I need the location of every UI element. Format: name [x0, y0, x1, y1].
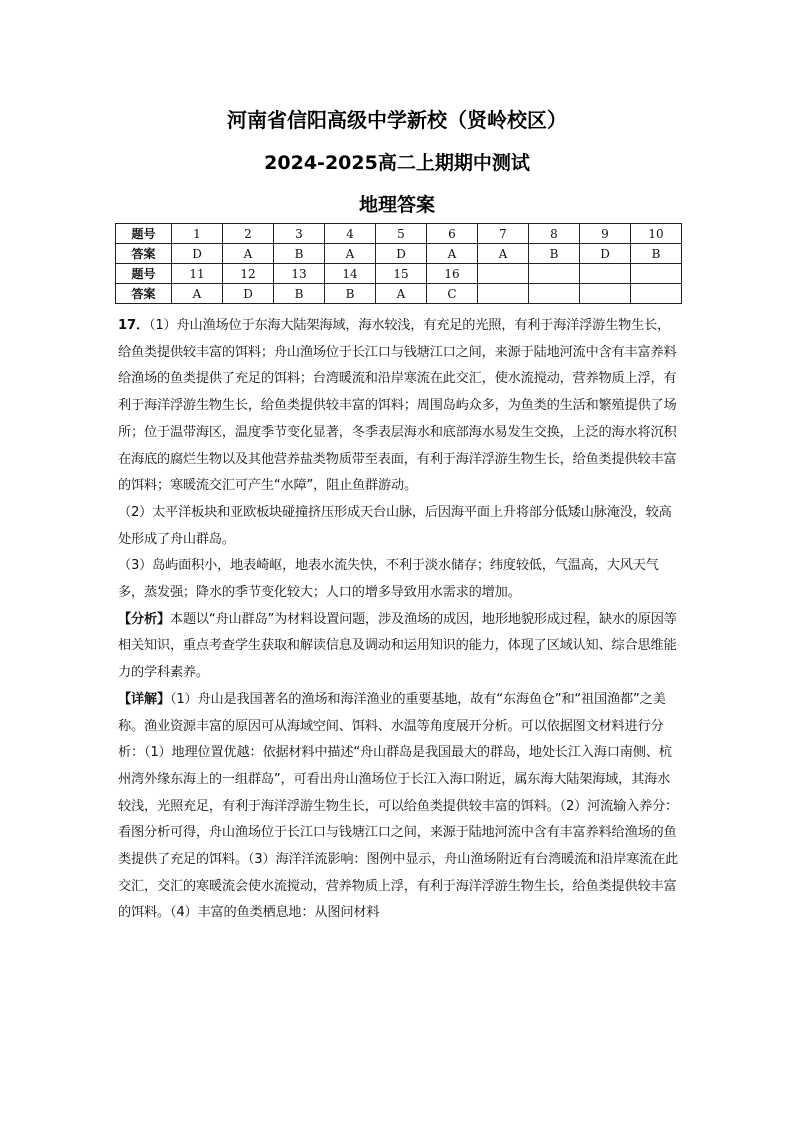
- school-title: 河南省信阳高级中学新校（贤岭校区）: [227, 108, 567, 132]
- table-row-answers-1: [116, 244, 682, 264]
- answer-cell: B: [325, 284, 376, 304]
- detail-paragraph: [118, 687, 683, 927]
- empty-cell: [478, 284, 529, 304]
- row-label-answer: 答案: [116, 244, 172, 264]
- q17-part1-paragraph: [118, 313, 683, 500]
- analysis-text: 本题以“舟山群岛”为材料设置问题，涉及渔场的成因，地形地貌形成过程，缺水的原因等相关知识，重点考查学生获取和解读信息及调动和运用知识的能力，体现了区域认知、综合思维能力的学科素养。: [118, 611, 677, 681]
- row-label-number: 题号: [116, 224, 172, 244]
- answer-cell: B: [274, 244, 325, 264]
- empty-cell: [631, 284, 682, 304]
- question-number: 11: [172, 264, 223, 284]
- table-row-numbers-2: [116, 264, 682, 284]
- answer-cell: D: [223, 284, 274, 304]
- q17-part1-text: （1）舟山渔场位于东海大陆架海域，海水较浅，有充足的光照，有利于海洋浮游生物生长，给鱼类提供较丰富的饵料；舟山渔场位于长江口与钱塘江口之间，来源于陆地河流中含有丰富养料给渔场的鱼类提供了充足的饵料；台湾暖流和沿岸寒流在此交汇，使水流搅动，营养物质上浮，有利于海洋浮游生物生长，给鱼类提供较丰富的饵料；周围岛屿众多，为鱼类的生活和繁殖提供了场所；位于温带海区，温度季节变化显著，冬季表层海水和底部海水易发生交换，上泛的海水将沉积在海底的腐烂生物以及其他营养盐类物质带至表面，有利于海洋浮游生物生长，给鱼类提供较丰富的饵料；寒暖流交汇可产生“水障”，阻止鱼群游动。: [118, 318, 677, 494]
- question-17-number: 17．: [118, 318, 149, 333]
- answer-cell: D: [376, 244, 427, 264]
- answer-cell: B: [529, 244, 580, 264]
- question-number: 4: [325, 224, 376, 244]
- answer-cell: B: [631, 244, 682, 264]
- empty-cell: [529, 284, 580, 304]
- answer-cell: A: [427, 244, 478, 264]
- question-number: 10: [631, 224, 682, 244]
- subject-title: 地理答案: [358, 194, 435, 216]
- empty-cell: [580, 264, 631, 284]
- exam-title: 2024-2025高二上期期中测试: [264, 152, 530, 174]
- question-number: 3: [274, 224, 325, 244]
- answer-cell: C: [427, 284, 478, 304]
- question-number: 13: [274, 264, 325, 284]
- question-number: 1: [172, 224, 223, 244]
- empty-cell: [529, 264, 580, 284]
- question-number: 7: [478, 224, 529, 244]
- table-row-answers-2: [116, 284, 682, 304]
- question-number: 5: [376, 224, 427, 244]
- empty-cell: [478, 264, 529, 284]
- q17-part2-paragraph: （2）太平洋板块和亚欧板块碰撞挤压形成天台山脉，后因海平面上升将部分低矮山脉淹没，较高处形成了舟山群岛。: [118, 504, 672, 547]
- answer-cell: A: [376, 284, 427, 304]
- answer-cell: A: [325, 244, 376, 264]
- question-number: 15: [376, 264, 427, 284]
- answer-table: [115, 223, 682, 304]
- question-number: 6: [427, 224, 478, 244]
- detail-text: （1）舟山是我国著名的渔场和海洋渔业的重要基地，故有“东海鱼仓”和“祖国渔都”之美称。渔业资源丰富的原因可从海域空间、饵料、水温等角度展开分析。可以依据图文材料进行分析：（1）地理位置优越：依据材料中描述“舟山群岛是我国最大的群岛，地处长江入海口南侧、杭州湾外缘东海上的一组群岛”，可看出舟山渔场位于长江入海口附近，属东海大陆架海域，其海水较浅，光照充足，有利于海洋浮游生物生长，可以给鱼类提供较丰富的饵料。（2）河流输入养分：看图分析可得，舟山渔场位于长江口与钱塘江口之间，来源于陆地河流中含有丰富养料给渔场的鱼类提供了充足的饵料。（3）海洋洋流影响：图例中显示，舟山渔场附近有台湾暖流和沿岸寒流在此交汇，交汇的寒暖流会使水流搅动，营养物质上浮，有利于海洋浮游生物生长，给鱼类提供较丰富的饵料。（4）丰富的鱼类栖息地：从图问材料: [118, 691, 679, 921]
- analysis-tag: 【分析】: [118, 611, 170, 627]
- row-label-number: 题号: [116, 264, 172, 284]
- answer-explanation: [118, 313, 683, 927]
- detail-tag: 【详解】: [118, 691, 170, 707]
- analysis-paragraph: [118, 607, 683, 687]
- answer-cell: D: [580, 244, 631, 264]
- empty-cell: [580, 284, 631, 304]
- table-row-numbers-1: [116, 224, 682, 244]
- question-number: 16: [427, 264, 478, 284]
- answer-cell: A: [478, 244, 529, 264]
- question-number: 12: [223, 264, 274, 284]
- answer-cell: B: [274, 284, 325, 304]
- empty-cell: [631, 264, 682, 284]
- question-number: 14: [325, 264, 376, 284]
- question-number: 2: [223, 224, 274, 244]
- question-number: 9: [580, 224, 631, 244]
- q17-part3-paragraph: （3）岛屿面积小，地表崎岖，地表水流失快，不利于淡水储存；纬度较低，气温高，大风天气多，蒸发强；降水的季节变化较大；人口的增多导致用水需求的增加。: [118, 558, 659, 601]
- answer-cell: A: [172, 284, 223, 304]
- answer-cell: D: [172, 244, 223, 264]
- answer-cell: A: [223, 244, 274, 264]
- row-label-answer: 答案: [116, 284, 172, 304]
- question-number: 8: [529, 224, 580, 244]
